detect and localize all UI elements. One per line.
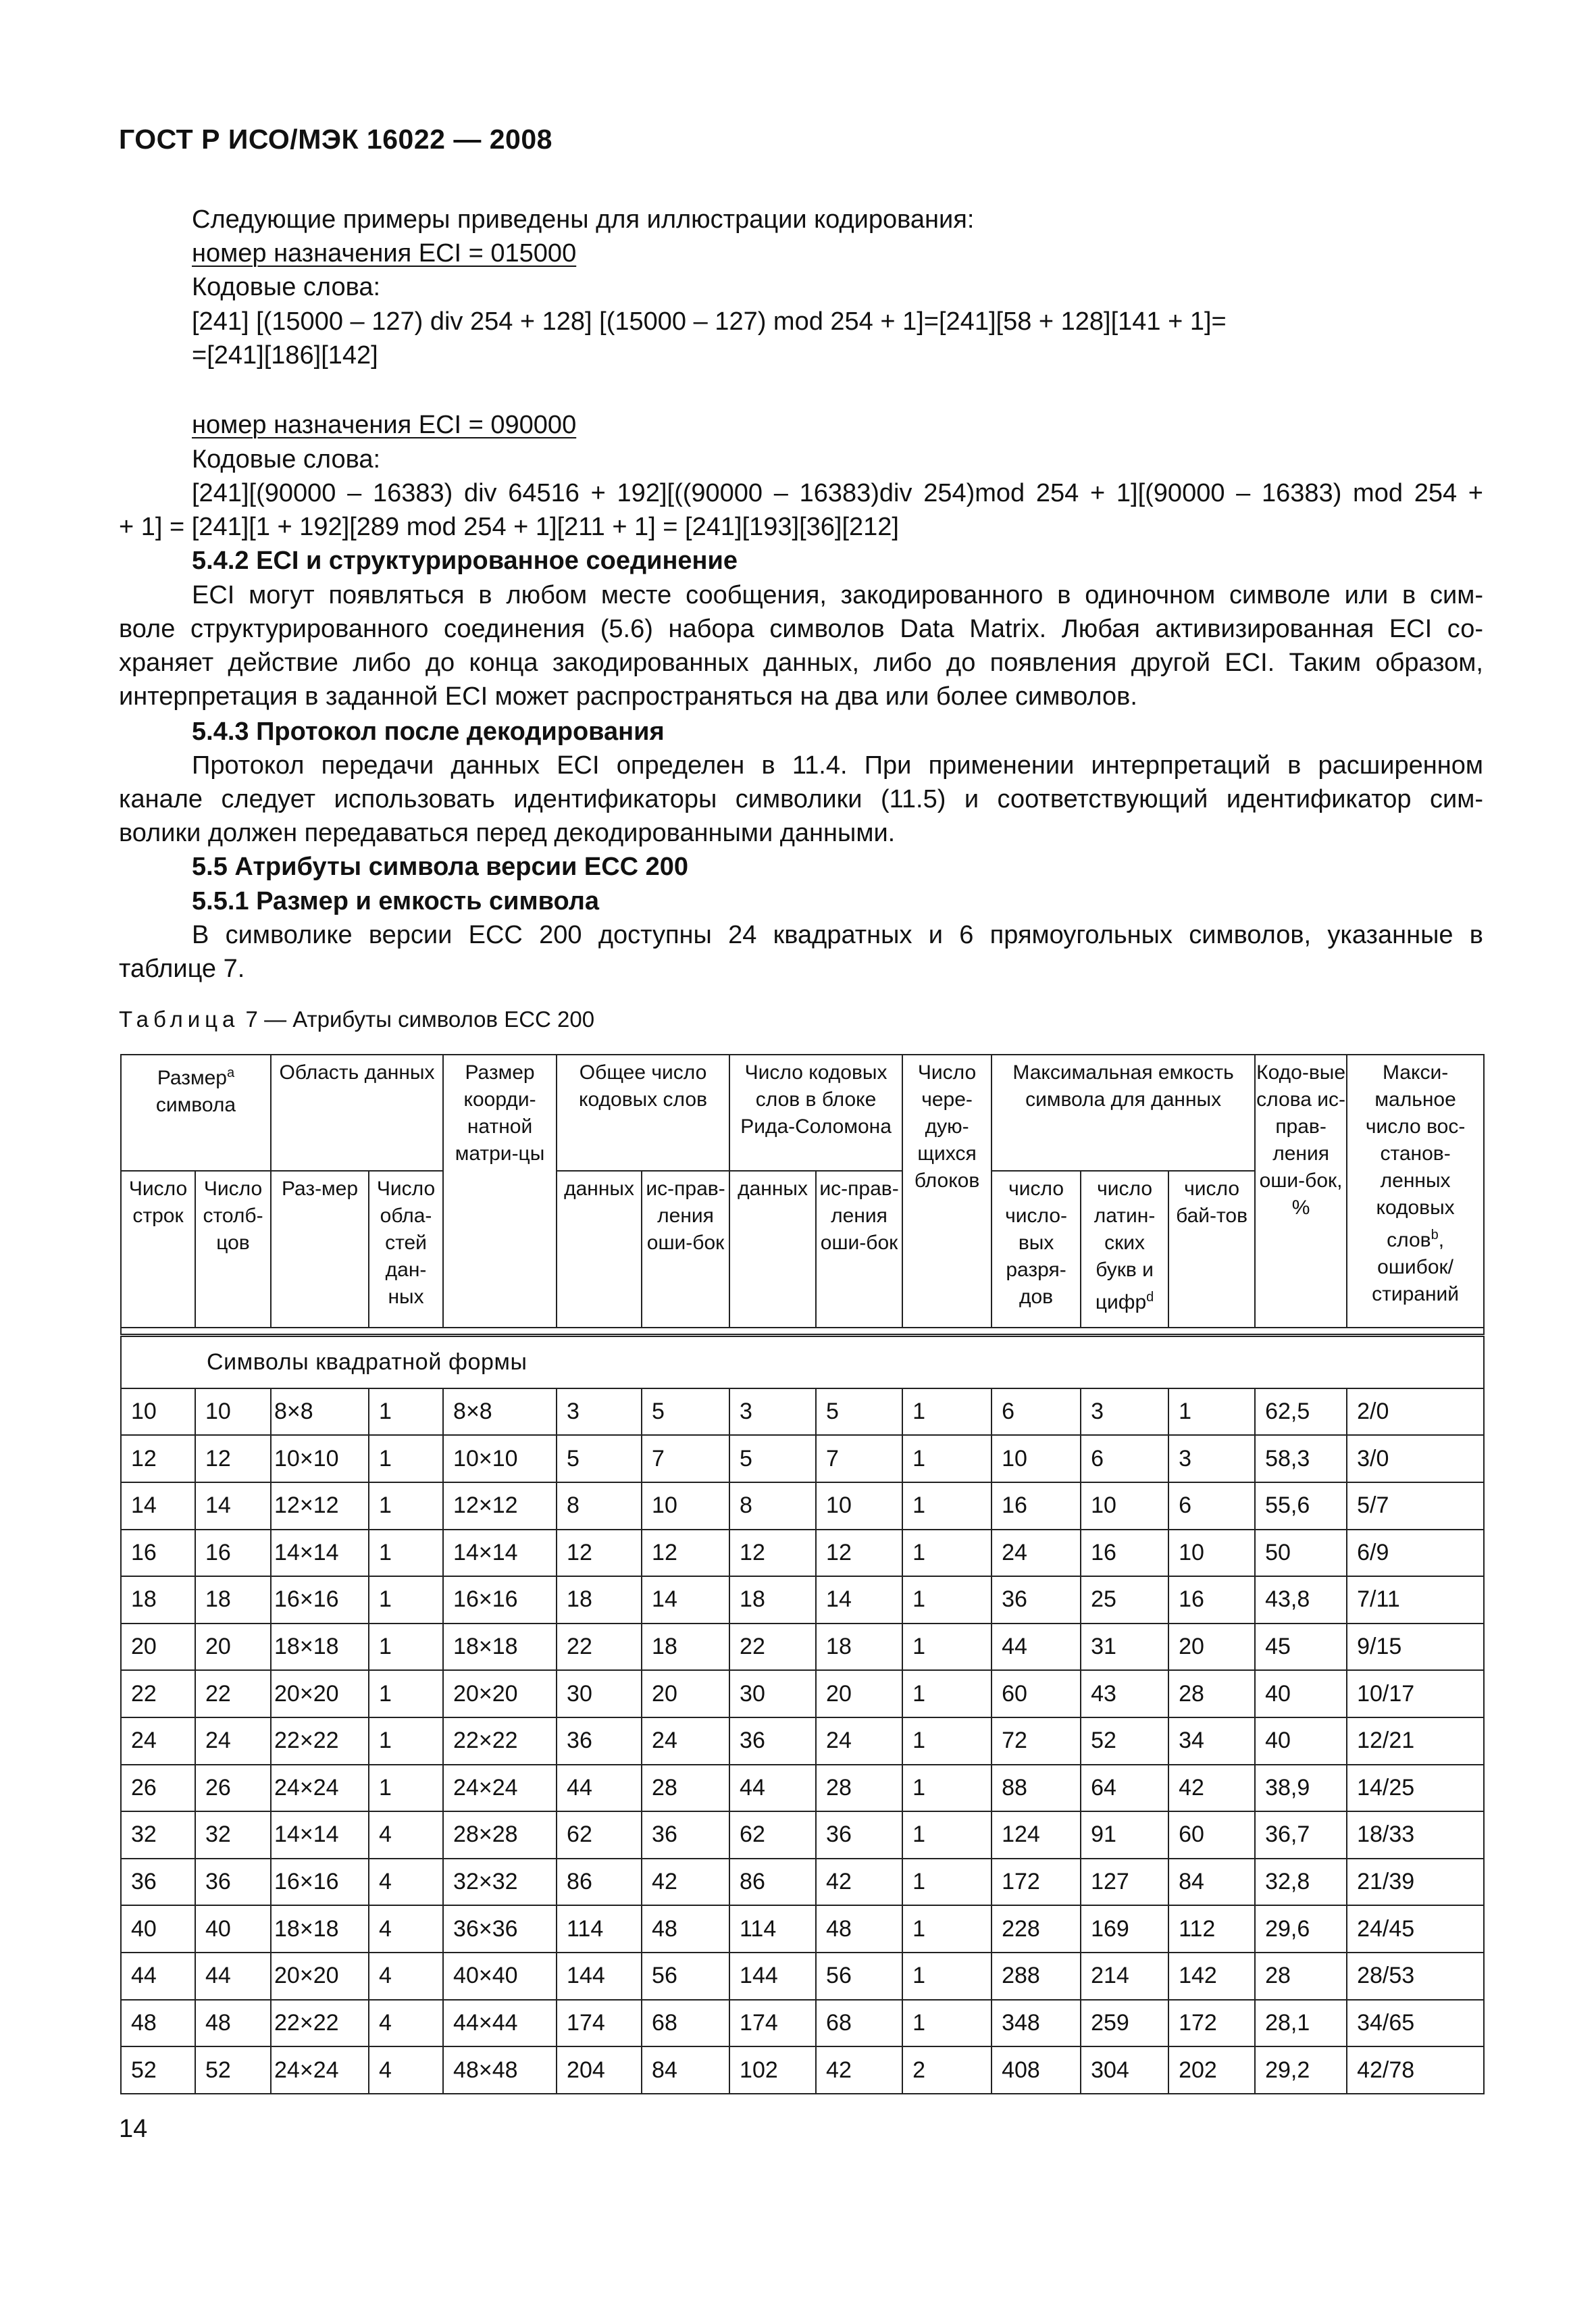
example2-label: номер назначения ECI = 090000 bbox=[192, 411, 577, 439]
table-cell: 52 bbox=[1081, 1717, 1168, 1765]
table-cell: 28/53 bbox=[1347, 1953, 1484, 2000]
table-cell: 204 bbox=[557, 2046, 642, 2094]
table-cell: 48 bbox=[642, 1905, 729, 1953]
table-row bbox=[121, 1530, 1484, 1577]
table-cell: 20×20 bbox=[271, 1953, 369, 2000]
table-cell: 86 bbox=[557, 1859, 642, 1906]
table-cell: 24 bbox=[642, 1717, 729, 1765]
table-cell: 16 bbox=[992, 1482, 1081, 1530]
paragraph-line: воле структурированного соединения (5.6) набора символов Data Matrix. Любая активизированная ECI со- bbox=[119, 615, 1483, 643]
header-separator bbox=[121, 1328, 1484, 1336]
table-cell: 22×22 bbox=[271, 1717, 369, 1765]
table-cell: 12×12 bbox=[271, 1482, 369, 1530]
section-heading-5-4-3: 5.4.3 Протокол после декодирования bbox=[192, 718, 665, 746]
table-row bbox=[121, 2000, 1484, 2047]
table-cell: 36,7 bbox=[1255, 1811, 1347, 1859]
example2-line1: [241][(90000 – 16383) div 64516 + 192][((90000 – 16383)div 254)mod 254 + 1][(90000 – 16383) mod 254 + bbox=[192, 479, 1483, 507]
table-cell: 10/17 bbox=[1347, 1670, 1484, 1717]
table-cell: 1 bbox=[369, 1482, 443, 1530]
table-cell: 88 bbox=[992, 1765, 1081, 1812]
table-cell: 36 bbox=[992, 1576, 1081, 1624]
table-cell: 42 bbox=[642, 1859, 729, 1906]
table-caption-word: Таблица bbox=[119, 1007, 240, 1032]
table-cell: 62 bbox=[557, 1811, 642, 1859]
table-row bbox=[121, 2046, 1484, 2094]
page-number: 14 bbox=[119, 2115, 148, 2143]
table-cell: 56 bbox=[642, 1953, 729, 2000]
header-rs-block-codewords: Число кодовых слов в блоке Рида-Соломона bbox=[729, 1055, 902, 1171]
table-cell: 28 bbox=[1168, 1670, 1255, 1717]
section-heading-5-5: 5.5 Атрибуты символа версии ECC 200 bbox=[192, 853, 689, 881]
table-cell: 20 bbox=[195, 1624, 271, 1671]
table-cell: 4 bbox=[369, 1905, 443, 1953]
table-cell: 1 bbox=[369, 1624, 443, 1671]
paragraph-line: канале следует использовать идентификаторы символики (11.5) и соответствующий идентификатор сим- bbox=[119, 785, 1483, 813]
table-cell: 68 bbox=[816, 2000, 902, 2047]
paragraph-line: таблице 7. bbox=[119, 955, 245, 983]
table-cell: 169 bbox=[1081, 1905, 1168, 1953]
table-cell: 40 bbox=[195, 1905, 271, 1953]
table-cell: 28 bbox=[642, 1765, 729, 1812]
table-cell: 14 bbox=[121, 1482, 195, 1530]
table-cell: 114 bbox=[729, 1905, 816, 1953]
table-cell: 24×24 bbox=[271, 1765, 369, 1812]
table-cell: 28×28 bbox=[443, 1811, 557, 1859]
table-row bbox=[121, 1765, 1484, 1812]
table-cell: 44 bbox=[121, 1953, 195, 2000]
table-cell: 29,2 bbox=[1255, 2046, 1347, 2094]
table-cell: 22×22 bbox=[443, 1717, 557, 1765]
table-cell: 3 bbox=[1081, 1388, 1168, 1436]
table-cell: 3/0 bbox=[1347, 1435, 1484, 1482]
table-cell: 60 bbox=[1168, 1811, 1255, 1859]
table-cell: 16×16 bbox=[443, 1576, 557, 1624]
table-cell: 348 bbox=[992, 2000, 1081, 2047]
header-rs-ec: ис-прав-ления оши-бок bbox=[816, 1171, 902, 1328]
example1-codewords-label: Кодовые слова: bbox=[192, 273, 381, 301]
table-cell: 1 bbox=[902, 1717, 992, 1765]
table-cell: 18 bbox=[557, 1576, 642, 1624]
table-caption bbox=[119, 1007, 594, 1032]
table-cell: 18/33 bbox=[1347, 1811, 1484, 1859]
table-cell: 259 bbox=[1081, 2000, 1168, 2047]
table-cell: 42/78 bbox=[1347, 2046, 1484, 2094]
table-row bbox=[121, 1624, 1484, 1671]
section-heading-5-4-2: 5.4.2 ECI и структурированное соединение bbox=[192, 547, 738, 575]
table-cell: 62,5 bbox=[1255, 1388, 1347, 1436]
table-cell: 3 bbox=[557, 1388, 642, 1436]
table-cell: 48 bbox=[195, 2000, 271, 2047]
table-cell: 7/11 bbox=[1347, 1576, 1484, 1624]
table-cell: 48 bbox=[816, 1905, 902, 1953]
table-caption-title: 7 — Атрибуты символов ECC 200 bbox=[239, 1007, 595, 1032]
table-cell: 1 bbox=[902, 1576, 992, 1624]
table-cell: 4 bbox=[369, 1811, 443, 1859]
table-cell: 1 bbox=[902, 1482, 992, 1530]
table-row bbox=[121, 1670, 1484, 1717]
table-cell: 10 bbox=[992, 1435, 1081, 1482]
table-cell: 48 bbox=[121, 2000, 195, 2047]
header-total-data: данных bbox=[557, 1171, 642, 1328]
table-cell: 10 bbox=[816, 1482, 902, 1530]
table-cell: 36 bbox=[121, 1859, 195, 1906]
table-cell: 24×24 bbox=[443, 1765, 557, 1812]
table-cell: 144 bbox=[729, 1953, 816, 2000]
table-cell: 9/15 bbox=[1347, 1624, 1484, 1671]
table-cell: 2/0 bbox=[1347, 1388, 1484, 1436]
table-cell: 102 bbox=[729, 2046, 816, 2094]
paragraph-line: ECI могут появляться в любом месте сообщения, закодированного в одиночном символе или в сим- bbox=[192, 581, 1483, 609]
table-cell: 22×22 bbox=[271, 2000, 369, 2047]
table-cell: 44 bbox=[729, 1765, 816, 1812]
table-cell: 8×8 bbox=[271, 1388, 369, 1436]
table-cell: 22 bbox=[729, 1624, 816, 1671]
table-cell: 16 bbox=[195, 1530, 271, 1577]
table-cell: 14×14 bbox=[271, 1530, 369, 1577]
header-ec-overhead: Кодо-вые слова ис-прав-ления оши-бок, % bbox=[1255, 1055, 1347, 1328]
table-cell: 86 bbox=[729, 1859, 816, 1906]
header-data-region: Область данных bbox=[271, 1055, 443, 1171]
table-cell: 91 bbox=[1081, 1811, 1168, 1859]
table-cell: 64 bbox=[1081, 1765, 1168, 1812]
table-cell: 28,1 bbox=[1255, 2000, 1347, 2047]
table-cell: 42 bbox=[816, 2046, 902, 2094]
table-cell: 32 bbox=[195, 1811, 271, 1859]
table-cell: 20×20 bbox=[271, 1670, 369, 1717]
table-cell: 12/21 bbox=[1347, 1717, 1484, 1765]
table-cell: 72 bbox=[992, 1717, 1081, 1765]
table-cell: 32 bbox=[121, 1811, 195, 1859]
header-max-data-capacity: Максимальная емкость символа для данных bbox=[992, 1055, 1255, 1171]
table-cell: 32×32 bbox=[443, 1859, 557, 1906]
table-cell: 18 bbox=[195, 1576, 271, 1624]
table-cell: 14 bbox=[642, 1576, 729, 1624]
table-cell: 22 bbox=[195, 1670, 271, 1717]
table-cell: 16 bbox=[1168, 1576, 1255, 1624]
header-total-codewords: Общее число кодовых слов bbox=[557, 1055, 729, 1171]
table-cell: 12 bbox=[642, 1530, 729, 1577]
table-cell: 4 bbox=[369, 2000, 443, 2047]
table-row bbox=[121, 1859, 1484, 1906]
table-cell: 1 bbox=[902, 1765, 992, 1812]
table-cell: 2 bbox=[902, 2046, 992, 2094]
table-cell: 14×14 bbox=[443, 1530, 557, 1577]
table-cell: 14 bbox=[195, 1482, 271, 1530]
table-cell: 18 bbox=[729, 1576, 816, 1624]
table-cell: 84 bbox=[642, 2046, 729, 2094]
table-cell: 8 bbox=[557, 1482, 642, 1530]
table-cell: 5 bbox=[642, 1388, 729, 1436]
table-cell: 16×16 bbox=[271, 1576, 369, 1624]
table-cell: 20×20 bbox=[443, 1670, 557, 1717]
table-cell: 28 bbox=[1255, 1953, 1347, 2000]
table-cell: 40 bbox=[1255, 1717, 1347, 1765]
table-cell: 10 bbox=[642, 1482, 729, 1530]
table-cell: 6/9 bbox=[1347, 1530, 1484, 1577]
section-heading-5-5-1: 5.5.1 Размер и емкость символа bbox=[192, 887, 600, 915]
table-cell: 1 bbox=[902, 1811, 992, 1859]
table-cell: 142 bbox=[1168, 1953, 1255, 2000]
table-cell: 30 bbox=[557, 1670, 642, 1717]
table-cell: 24 bbox=[195, 1717, 271, 1765]
table-cell: 16 bbox=[1081, 1530, 1168, 1577]
example1-line2: =[241][186][142] bbox=[192, 341, 378, 370]
table-cell: 3 bbox=[729, 1388, 816, 1436]
table-cell: 22 bbox=[557, 1624, 642, 1671]
table-cell: 18 bbox=[121, 1576, 195, 1624]
table-cell: 24×24 bbox=[271, 2046, 369, 2094]
header-max-correctable: Макси-мальное число вос-станов-ленных кодовых слов$^b$, ошибок/ стираний bbox=[1347, 1055, 1484, 1328]
table-cell: 1 bbox=[369, 1388, 443, 1436]
table-cell: 304 bbox=[1081, 2046, 1168, 2094]
table-cell: 14/25 bbox=[1347, 1765, 1484, 1812]
table-cell: 36×36 bbox=[443, 1905, 557, 1953]
table-cell: 172 bbox=[1168, 2000, 1255, 2047]
table-cell: 5 bbox=[816, 1388, 902, 1436]
table-cell: 52 bbox=[121, 2046, 195, 2094]
table-cell: 30 bbox=[729, 1670, 816, 1717]
table-cell: 26 bbox=[121, 1765, 195, 1812]
header-mapping-matrix: Размер коорди-натной матри-цы bbox=[443, 1055, 557, 1328]
table-cell: 40×40 bbox=[443, 1953, 557, 2000]
table-cell: 10×10 bbox=[443, 1435, 557, 1482]
table-cell: 42 bbox=[1168, 1765, 1255, 1812]
table-cell: 22 bbox=[121, 1670, 195, 1717]
table-cell: 24 bbox=[992, 1530, 1081, 1577]
table-cell: 114 bbox=[557, 1905, 642, 1953]
table-row bbox=[121, 1576, 1484, 1624]
table-cell: 4 bbox=[369, 1859, 443, 1906]
table-cell: 36 bbox=[642, 1811, 729, 1859]
table-cell: 18×18 bbox=[443, 1624, 557, 1671]
header-cols: Число столб-цов bbox=[195, 1171, 271, 1328]
table-cell: 6 bbox=[992, 1388, 1081, 1436]
example1-label: номер назначения ECI = 015000 bbox=[192, 239, 577, 268]
table-cell: 44 bbox=[195, 1953, 271, 2000]
table-cell: 34/65 bbox=[1347, 2000, 1484, 2047]
table-cell: 112 bbox=[1168, 1905, 1255, 1953]
table-cell: 5 bbox=[729, 1435, 816, 1482]
table-cell: 84 bbox=[1168, 1859, 1255, 1906]
table-row bbox=[121, 1953, 1484, 2000]
table-row bbox=[121, 1482, 1484, 1530]
example1-line1: [241] [(15000 – 127) div 254 + 128] [(15000 – 127) mod 254 + 1]=[241][58 + 128][141 + 1]= bbox=[192, 307, 1227, 336]
header-interleaved-blocks: Число чере-дую-щихся блоков bbox=[902, 1055, 992, 1328]
table-cell: 21/39 bbox=[1347, 1859, 1484, 1906]
table-cell: 5/7 bbox=[1347, 1482, 1484, 1530]
table-cell: 4 bbox=[369, 1953, 443, 2000]
header-region-count: Число обла-стей дан-ных bbox=[369, 1171, 443, 1328]
paragraph-line: храняет действие либо до конца закодированных данных, либо до появления другой ECI. Таким образом, bbox=[119, 649, 1483, 677]
table-cell: 29,6 bbox=[1255, 1905, 1347, 1953]
table-cell: 24 bbox=[121, 1717, 195, 1765]
paragraph-line: волики должен передаваться перед декодированными данными. bbox=[119, 819, 896, 847]
table-cell: 68 bbox=[642, 2000, 729, 2047]
table-cell: 1 bbox=[1168, 1388, 1255, 1436]
table-cell: 1 bbox=[902, 1388, 992, 1436]
table-cell: 10 bbox=[1168, 1530, 1255, 1577]
group-row-square: Символы квадратной формы bbox=[121, 1336, 1484, 1388]
table-cell: 36 bbox=[195, 1859, 271, 1906]
table-cell: 38,9 bbox=[1255, 1765, 1347, 1812]
header-total-ec: ис-прав-ления оши-бок bbox=[642, 1171, 729, 1328]
table-cell: 1 bbox=[902, 1435, 992, 1482]
symbol-attributes-table bbox=[120, 1054, 1485, 2094]
table-cell: 20 bbox=[121, 1624, 195, 1671]
table-cell: 1 bbox=[369, 1765, 443, 1812]
table-cell: 1 bbox=[902, 1953, 992, 2000]
table-cell: 172 bbox=[992, 1859, 1081, 1906]
paragraph-line: интерпретация в заданной ECI может распространяться на два или более символов. bbox=[119, 682, 1137, 711]
table-cell: 16×16 bbox=[271, 1859, 369, 1906]
table-cell: 20 bbox=[1168, 1624, 1255, 1671]
table-cell: 18 bbox=[816, 1624, 902, 1671]
table-cell: 43 bbox=[1081, 1670, 1168, 1717]
table-cell: 12×12 bbox=[443, 1482, 557, 1530]
table-cell: 12 bbox=[729, 1530, 816, 1577]
header-byte-capacity: число бай-тов bbox=[1168, 1171, 1255, 1328]
table-cell: 60 bbox=[992, 1670, 1081, 1717]
table-cell: 44 bbox=[557, 1765, 642, 1812]
table-cell: 8×8 bbox=[443, 1388, 557, 1436]
table-cell: 1 bbox=[902, 1859, 992, 1906]
table-cell: 1 bbox=[369, 1717, 443, 1765]
header-rs-data: данных bbox=[729, 1171, 816, 1328]
table-cell: 26 bbox=[195, 1765, 271, 1812]
table-cell: 44×44 bbox=[443, 2000, 557, 2047]
table-cell: 228 bbox=[992, 1905, 1081, 1953]
table-cell: 18×18 bbox=[271, 1905, 369, 1953]
table-cell: 1 bbox=[369, 1576, 443, 1624]
paragraph-line: Протокол передачи данных ECI определен в 11.4. При применении интерпретаций в расширенном bbox=[192, 751, 1483, 780]
table-cell: 55,6 bbox=[1255, 1482, 1347, 1530]
table-cell: 50 bbox=[1255, 1530, 1347, 1577]
table-cell: 36 bbox=[729, 1717, 816, 1765]
table-cell: 7 bbox=[642, 1435, 729, 1482]
table-cell: 1 bbox=[369, 1435, 443, 1482]
table-cell: 1 bbox=[902, 1530, 992, 1577]
table-cell: 40 bbox=[1255, 1670, 1347, 1717]
table-cell: 18×18 bbox=[271, 1624, 369, 1671]
table-cell: 12 bbox=[557, 1530, 642, 1577]
table-cell: 24/45 bbox=[1347, 1905, 1484, 1953]
table-cell: 14×14 bbox=[271, 1811, 369, 1859]
table-row bbox=[121, 1435, 1484, 1482]
table-cell: 25 bbox=[1081, 1576, 1168, 1624]
table-cell: 36 bbox=[816, 1811, 902, 1859]
table-cell: 56 bbox=[816, 1953, 902, 2000]
table-cell: 1 bbox=[369, 1670, 443, 1717]
table-cell: 12 bbox=[121, 1435, 195, 1482]
header-rows: Число строк bbox=[121, 1171, 195, 1328]
table-cell: 1 bbox=[902, 1670, 992, 1717]
table-cell: 24 bbox=[816, 1717, 902, 1765]
table-cell: 40 bbox=[121, 1905, 195, 1953]
table-cell: 52 bbox=[195, 2046, 271, 2094]
table-cell: 214 bbox=[1081, 1953, 1168, 2000]
table-cell: 124 bbox=[992, 1811, 1081, 1859]
table-cell: 18 bbox=[642, 1624, 729, 1671]
table-cell: 1 bbox=[902, 1905, 992, 1953]
header-symbol-size: Размер$^a$ символа bbox=[121, 1055, 271, 1171]
examples-intro: Следующие примеры приведены для иллюстрации кодирования: bbox=[192, 205, 975, 234]
table-cell: 36 bbox=[557, 1717, 642, 1765]
table-cell: 3 bbox=[1168, 1435, 1255, 1482]
table-cell: 12 bbox=[195, 1435, 271, 1482]
table-cell: 1 bbox=[902, 2000, 992, 2047]
example2-codewords-label: Кодовые слова: bbox=[192, 445, 381, 474]
table-cell: 408 bbox=[992, 2046, 1081, 2094]
table-row bbox=[121, 1717, 1484, 1765]
table-cell: 28 bbox=[816, 1765, 902, 1812]
table-cell: 6 bbox=[1081, 1435, 1168, 1482]
table-cell: 10 bbox=[1081, 1482, 1168, 1530]
table-cell: 14 bbox=[816, 1576, 902, 1624]
table-cell: 16 bbox=[121, 1530, 195, 1577]
table-cell: 44 bbox=[992, 1624, 1081, 1671]
table-cell: 20 bbox=[642, 1670, 729, 1717]
table-cell: 127 bbox=[1081, 1859, 1168, 1906]
table-row bbox=[121, 1811, 1484, 1859]
table-cell: 8 bbox=[729, 1482, 816, 1530]
table-cell: 12 bbox=[816, 1530, 902, 1577]
table-cell: 288 bbox=[992, 1953, 1081, 2000]
table-cell: 144 bbox=[557, 1953, 642, 2000]
table-cell: 48×48 bbox=[443, 2046, 557, 2094]
table-row bbox=[121, 1388, 1484, 1436]
table-cell: 1 bbox=[369, 1530, 443, 1577]
header-alnum-capacity: число латин-ских букв и цифр$^d$ bbox=[1081, 1171, 1168, 1328]
table-cell: 1 bbox=[902, 1624, 992, 1671]
table-cell: 58,3 bbox=[1255, 1435, 1347, 1482]
table-row bbox=[121, 1905, 1484, 1953]
table-cell: 174 bbox=[557, 2000, 642, 2047]
table-cell: 10 bbox=[121, 1388, 195, 1436]
table-cell: 4 bbox=[369, 2046, 443, 2094]
table-cell: 62 bbox=[729, 1811, 816, 1859]
header-region-size: Раз-мер bbox=[271, 1171, 369, 1328]
table-cell: 20 bbox=[816, 1670, 902, 1717]
document-header: ГОСТ Р ИСО/МЭК 16022 — 2008 bbox=[119, 124, 552, 155]
table-cell: 10 bbox=[195, 1388, 271, 1436]
table-cell: 10×10 bbox=[271, 1435, 369, 1482]
table-cell: 32,8 bbox=[1255, 1859, 1347, 1906]
table-cell: 31 bbox=[1081, 1624, 1168, 1671]
table-cell: 34 bbox=[1168, 1717, 1255, 1765]
table-cell: 202 bbox=[1168, 2046, 1255, 2094]
paragraph-line: В символике версии ECC 200 доступны 24 квадратных и 6 прямоугольных символов, указанные в bbox=[192, 921, 1483, 949]
table-cell: 5 bbox=[557, 1435, 642, 1482]
example2-line2: + 1] = [241][1 + 192][289 mod 254 + 1][211 + 1] = [241][193][36][212] bbox=[119, 513, 899, 541]
header-numeric-capacity: число число-вых разря-дов bbox=[992, 1171, 1081, 1328]
table-cell: 45 bbox=[1255, 1624, 1347, 1671]
table-cell: 43,8 bbox=[1255, 1576, 1347, 1624]
table-cell: 174 bbox=[729, 2000, 816, 2047]
table-cell: 6 bbox=[1168, 1482, 1255, 1530]
table-cell: 7 bbox=[816, 1435, 902, 1482]
table-cell: 42 bbox=[816, 1859, 902, 1906]
